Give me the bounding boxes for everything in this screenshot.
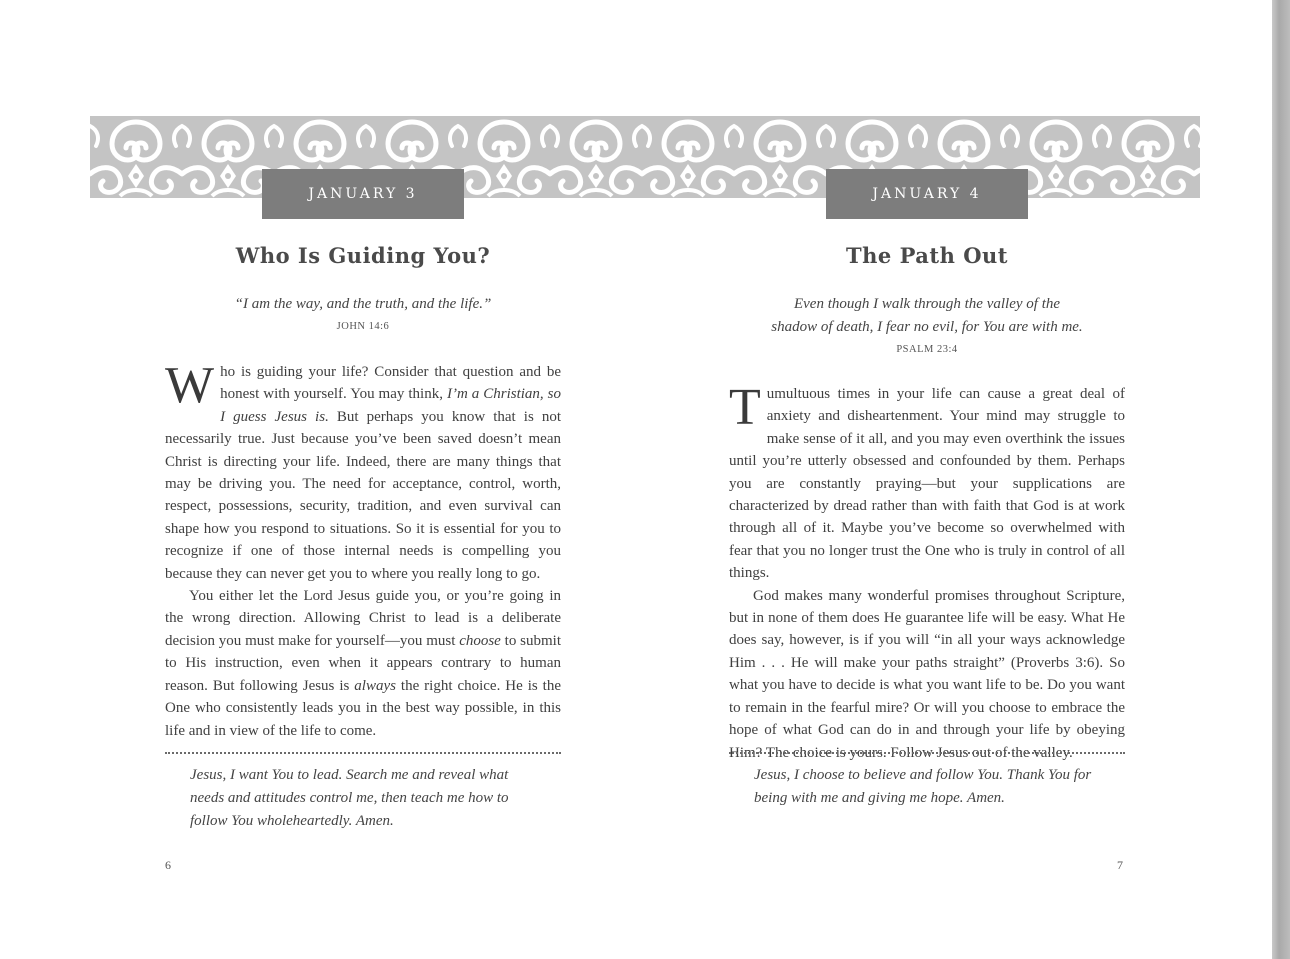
drop-cap-left: W bbox=[165, 357, 215, 414]
page-number-right: 7 bbox=[1117, 858, 1123, 872]
paragraph-2-left bbox=[165, 585, 561, 742]
devotion-body-left bbox=[165, 357, 562, 742]
book-edge bbox=[1272, 0, 1290, 959]
date-tab-left bbox=[262, 169, 464, 219]
paragraph-1-emphasis: I’m a Christian, so I guess Jesus is. bbox=[220, 386, 562, 425]
date-tab-right bbox=[826, 169, 1028, 219]
verse-line-2: shadow of death, I fear no evil, for You are with me. bbox=[771, 319, 1083, 335]
devotion-title-left: Who Is Guiding You? bbox=[235, 243, 491, 268]
scripture-verse-right bbox=[729, 293, 1125, 339]
paragraph-2-text-c: the right choice. He is the One who consistently leads you in the best way possible, in this life and in view of the life to come. bbox=[165, 677, 561, 739]
scripture-reference-left: JOHN 14:6 bbox=[336, 321, 390, 332]
paragraph-1-left bbox=[165, 357, 562, 585]
paragraph-1-text-b: But perhaps you know that is not necessarily true. Just because you’ve been saved doesn’t mean Christ is directing your life. Indeed, there are many things that may be driving you. The need for acceptance, control, worth, respect, possessions, security, tradition, and even survival can shape how you respond to situations. So it is essential for you to recognize if one of those internal needs is compelling you because they can never get you to where you really long to go. bbox=[165, 408, 561, 582]
page-number-left: 6 bbox=[165, 858, 171, 872]
ornamental-banner bbox=[90, 116, 1200, 198]
paragraph-2-right: God makes many wonderful promises throughout Scripture, but in none of them does He guarantee life will be easy. What He does say, however, is if you will “in all your ways acknowledge Him . . . He will make your paths straight” (Proverbs 3:6). So what you have to decide is what you want life to be. Do you want to remain in the fearful mire? Or will you choose to embrace the hope of what God can do in and through your life by obeying Him? The choice is yours. Follow Jesus out of the valley. bbox=[729, 587, 1125, 761]
date-label-left: JANUARY 3 bbox=[308, 186, 418, 202]
paragraph-2-text-b: to submit to His instruction, even when it appears contrary to human reason. But following Jesus is bbox=[165, 632, 561, 694]
paragraph-1-right bbox=[729, 379, 1125, 585]
verse-line-1: Even though I walk through the valley of the bbox=[793, 296, 1061, 312]
dotted-divider-left bbox=[165, 752, 561, 754]
scripture-reference-right: PSALM 23:4 bbox=[896, 344, 958, 355]
scripture-verse-left: “I am the way, and the truth, and the life.” bbox=[234, 296, 492, 312]
prayer-left: Jesus, I want You to lead. Search me and reveal what needs and attitudes control me, then teach me how to follow You wholeheartedly. Amen. bbox=[190, 767, 509, 829]
dotted-divider-right bbox=[729, 752, 1125, 754]
paragraph-1-text-a: ho is guiding your life? Consider that question and be honest with yourself. You may think, bbox=[220, 364, 561, 403]
paragraph-2-emphasis-2: always bbox=[354, 677, 396, 694]
prayer-right: Jesus, I choose to believe and follow You. Thank You for being with me and giving me hope. Amen. bbox=[754, 767, 1092, 806]
paragraph-1-text-right: umultuous times in your life can cause a great deal of anxiety and disheartenment. Your mind may struggle to make sense of it all, and you may even overthink the issues until you’re utterly obsessed and confounded by them. Perhaps you are constantly praying—but your supplications are characterized by dread rather than with faith that God is at work through all of it. Maybe you’ve become so overwhelmed with fear that you no longer trust the One who is truly in control of all things. bbox=[729, 386, 1125, 582]
devotion-title-right: The Path Out bbox=[846, 243, 1008, 268]
paragraph-2-emphasis-1: choose bbox=[459, 632, 501, 649]
devotion-body-right bbox=[729, 379, 1125, 764]
paragraph-2-text-a: You either let the Lord Jesus guide you, or you’re going in the wrong direction. Allowing Christ to lead is a deliberate decision you must make for yourself—you must bbox=[165, 588, 561, 649]
ornament-pattern bbox=[90, 116, 1200, 198]
date-label-right: JANUARY 4 bbox=[872, 186, 982, 202]
drop-cap-right: T bbox=[729, 379, 761, 436]
